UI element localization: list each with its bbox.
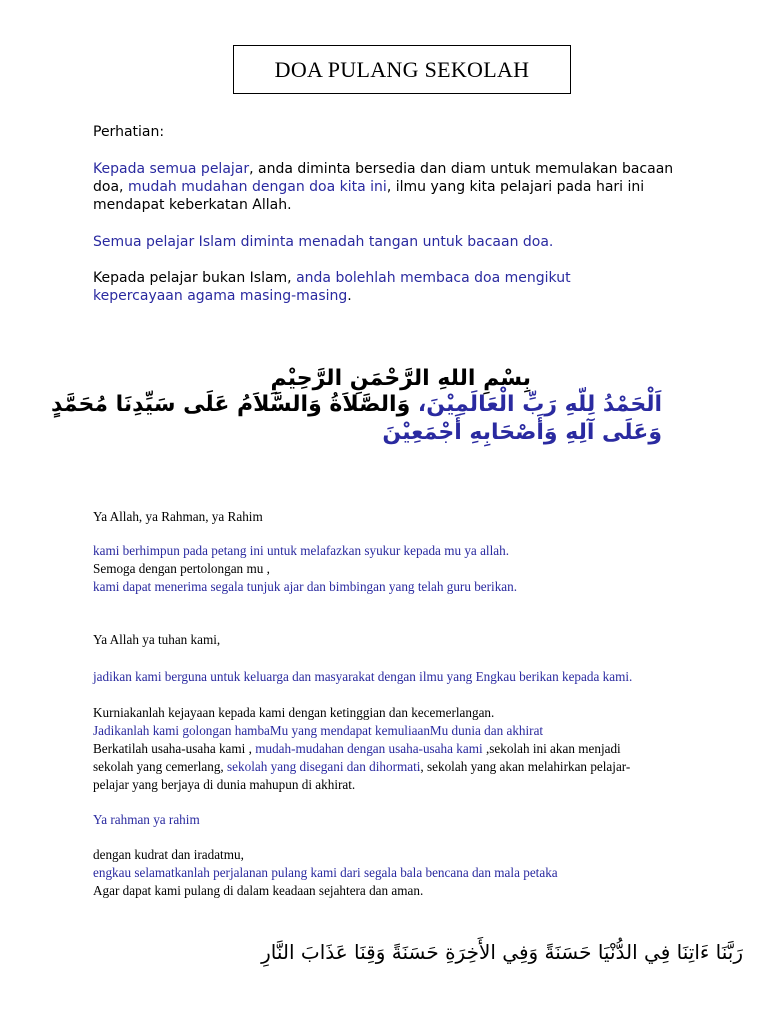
notice-p3-a: Kepada pelajar bukan Islam, xyxy=(93,270,297,286)
doa-s2-line4 xyxy=(93,740,663,794)
notice-p1-c: mudah mudahan dengan doa kita ini xyxy=(127,179,387,195)
doa-s2-l4-d: sekolah yang disegani dan dihormati xyxy=(227,759,421,774)
notice-paragraph-3 xyxy=(93,269,653,305)
notice-heading: Perhatian: xyxy=(93,124,165,140)
doa-s2-line3: Jadikanlah kami golongan hambaMu yang mendapat kemuliaanMu dunia dan akhirat xyxy=(93,723,544,738)
rabbana-text: رَبَّنَا ءَاتِنَا فِي الدُّنْيَا حَسَنَةً وَفِي الأَخِرَةِ حَسَنَةً وَقِنَا عَذَابَ النَّارِ xyxy=(261,940,743,964)
bismillah-text: بِسْمِ اللهِ الرَّحْمَنِ الرَّحِيْمِ xyxy=(270,366,531,391)
doa-ya-rahman: Ya rahman ya rahim xyxy=(93,812,200,827)
doa-s2-l4-e: , sekolah yang akan melahirkan pelajar-pelajar yang berjaya di dunia mahupun di akhirat. xyxy=(93,759,631,792)
doa-s2-l4-b: mudah-mudahan dengan usaha-usaha kami xyxy=(255,741,483,756)
doa-s2-line2: Kurniakanlah kejayaan kepada kami dengan ketinggian dan kecemerlangan. xyxy=(93,705,495,720)
doa-s3-line2: engkau selamatkanlah perjalanan pulang kami dari segala bala bencana dan mala petaka xyxy=(93,865,558,880)
doa-s2-line1: jadikan kami berguna untuk keluarga dan masyarakat dengan ilmu yang Engkau berikan kepada kami. xyxy=(93,669,633,684)
doa-s1-line2: Semoga dengan pertolongan mu , xyxy=(93,561,270,576)
notice-p1-d: , ilmu yang kita pelajari pada hari ini mendapat keberkatan Allah. xyxy=(93,179,645,213)
notice-p1-b: , anda diminta bersedia dan diam untuk memulakan bacaan doa, xyxy=(93,161,674,195)
notice-paragraph-2: Semua pelajar Islam diminta menadah tangan untuk bacaan doa. xyxy=(93,234,554,250)
hamdalah-black: وَالصَّلاَةُ وَالسَّلاَمُ عَلَى سَيِّدِنَا مُحَمَّدٍ xyxy=(51,392,418,417)
doa-s3-line1: dengan kudrat dan iradatmu, xyxy=(93,847,244,862)
salawat-line: وَعَلَى آلِهِ وَأَصْحَابِهِ أَجْمَعِيْنَ xyxy=(382,420,662,445)
hamdalah-line xyxy=(51,392,662,417)
doa-opening: Ya Allah, ya Rahman, ya Rahim xyxy=(93,509,263,524)
notice-paragraph-1 xyxy=(93,160,693,214)
notice-p3-c: . xyxy=(347,288,352,304)
hamdalah-blue: اَلْحَمْدُ لِلّهِ رَبِّ الْعَالَمِيْنَ، xyxy=(417,392,662,417)
doa-s1-line1: kami berhimpun pada petang ini untuk melafazkan syukur kepada mu ya allah. xyxy=(93,543,510,558)
document-title: DOA PULANG SEKOLAH xyxy=(233,45,571,94)
notice-p1-a: Kepada semua pelajar xyxy=(93,161,250,177)
doa-s2-l4-c: ,sekolah ini akan menjadi sekolah yang cemerlang, xyxy=(93,741,621,774)
doa-s3-line3: Agar dapat kami pulang di dalam keadaan sejahtera dan aman. xyxy=(93,883,424,898)
doa-ya-allah-tuhan: Ya Allah ya tuhan kami, xyxy=(93,632,221,647)
notice-p3-b: anda bolehlah membaca doa mengikut kepercayaan agama masing-masing xyxy=(93,270,571,304)
doa-s1-line3: kami dapat menerima segala tunjuk ajar dan bimbingan yang telah guru berikan. xyxy=(93,579,518,594)
doa-s2-l4-a: Berkatilah usaha-usaha kami , xyxy=(93,741,256,756)
